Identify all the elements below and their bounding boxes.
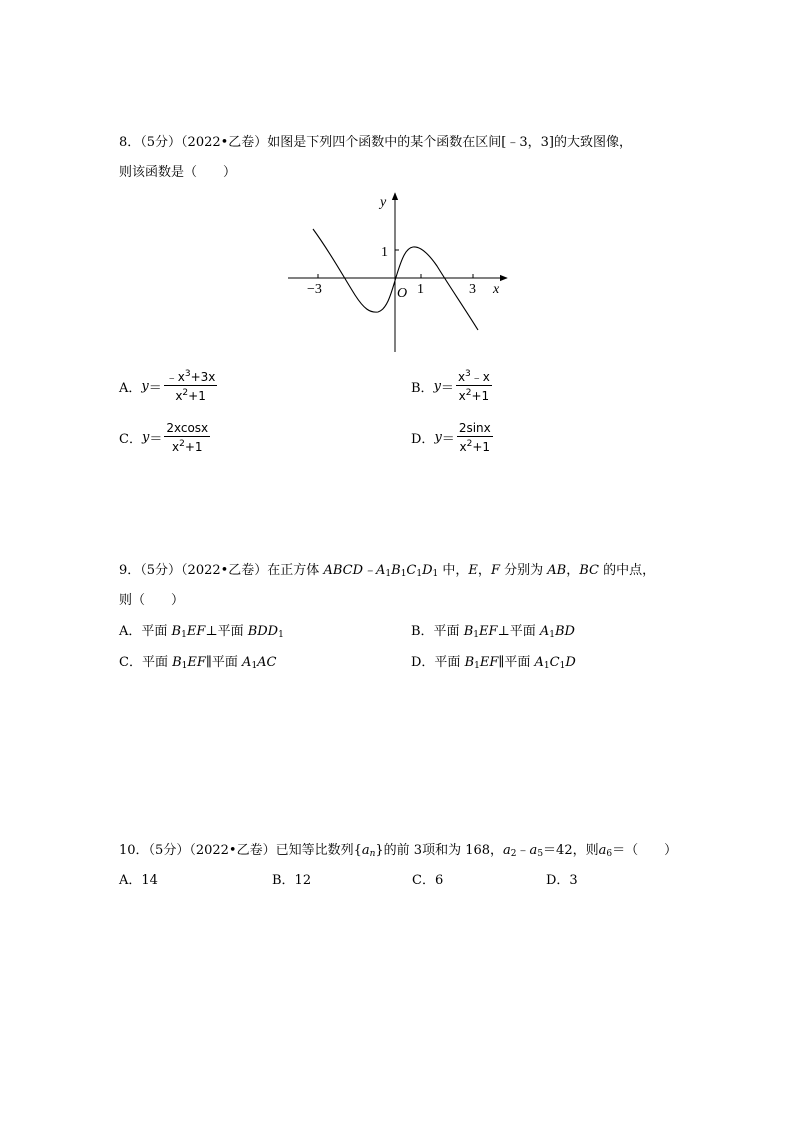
- q10-option-c[interactable]: C．6: [412, 873, 444, 888]
- q8-option-a[interactable]: A． y ＝ $\frac{﹣x^3+3x}{x^2+1}$: [119, 369, 216, 403]
- function-curve: [313, 229, 478, 330]
- q9-option-c[interactable]: C．平面 $B_1EF\parallel$平面 $A_1AC$: [119, 655, 277, 671]
- q10-option-b[interactable]: B．12: [272, 873, 312, 888]
- origin-label: O: [397, 286, 408, 301]
- q9-stem-line2: 则（ ）: [119, 593, 185, 608]
- tick-label-1: 1: [417, 282, 424, 297]
- q9-option-d[interactable]: D．平面 $B_1EF\parallel$平面 $A_1C_1D$: [411, 655, 576, 671]
- q10-option-d[interactable]: D．3: [546, 873, 578, 888]
- y-axis-label: y: [380, 195, 387, 210]
- fraction: $\frac{2\sin x}{x^2+1}$: [458, 421, 491, 454]
- q9-option-a[interactable]: A．平面 $B_1EF\perp$平面 $BDD_1$: [119, 624, 284, 640]
- tick-label-y1: 1: [381, 245, 388, 260]
- x-axis-label: x: [493, 282, 500, 297]
- q10-stem: 10．（5分）（2022•乙卷）已知等比数列$\{a_n\}$的前 3项和为 168，$a_2﹣a_5=42$，则$a_6=$（ ）: [119, 843, 678, 859]
- q9-stem-line1: 9．（5分）（2022•乙卷）在正方体 $ABCD﹣A_1B_1C_1D_1$ 中，E，F 分别为 AB，BC 的中点，: [119, 563, 656, 579]
- fraction: $\frac{2xcosx}{x^2+1}$: [166, 421, 209, 454]
- tick-label-neg3: −3: [307, 282, 322, 297]
- q9-option-b[interactable]: B．平面 $B_1EF\perp$平面 $A_1BD$: [411, 624, 575, 640]
- q8-option-d[interactable]: D． y ＝ $\frac{2\sin x}{x^2+1}$: [411, 421, 491, 454]
- q8-stem-line1: 8．（5分）（2022•乙卷）如图是下列四个函数中的某个函数在区间[﹣3，3]的大致图像，: [119, 135, 632, 150]
- fraction: $\frac{﹣x^3+3x}{x^2+1}$: [165, 369, 216, 403]
- fraction: $\frac{x^3﹣x}{x^2+1}$: [457, 369, 490, 403]
- q8-stem-line2: 则该函数是（ ）: [119, 165, 237, 180]
- q8-option-c[interactable]: C． y ＝ $\frac{2xcosx}{x^2+1}$: [119, 421, 209, 454]
- tick-label-3: 3: [469, 282, 476, 297]
- q8-option-b[interactable]: B． y ＝ $\frac{x^3﹣x}{x^2+1}$: [411, 369, 490, 403]
- q10-option-a[interactable]: A．14: [119, 873, 158, 888]
